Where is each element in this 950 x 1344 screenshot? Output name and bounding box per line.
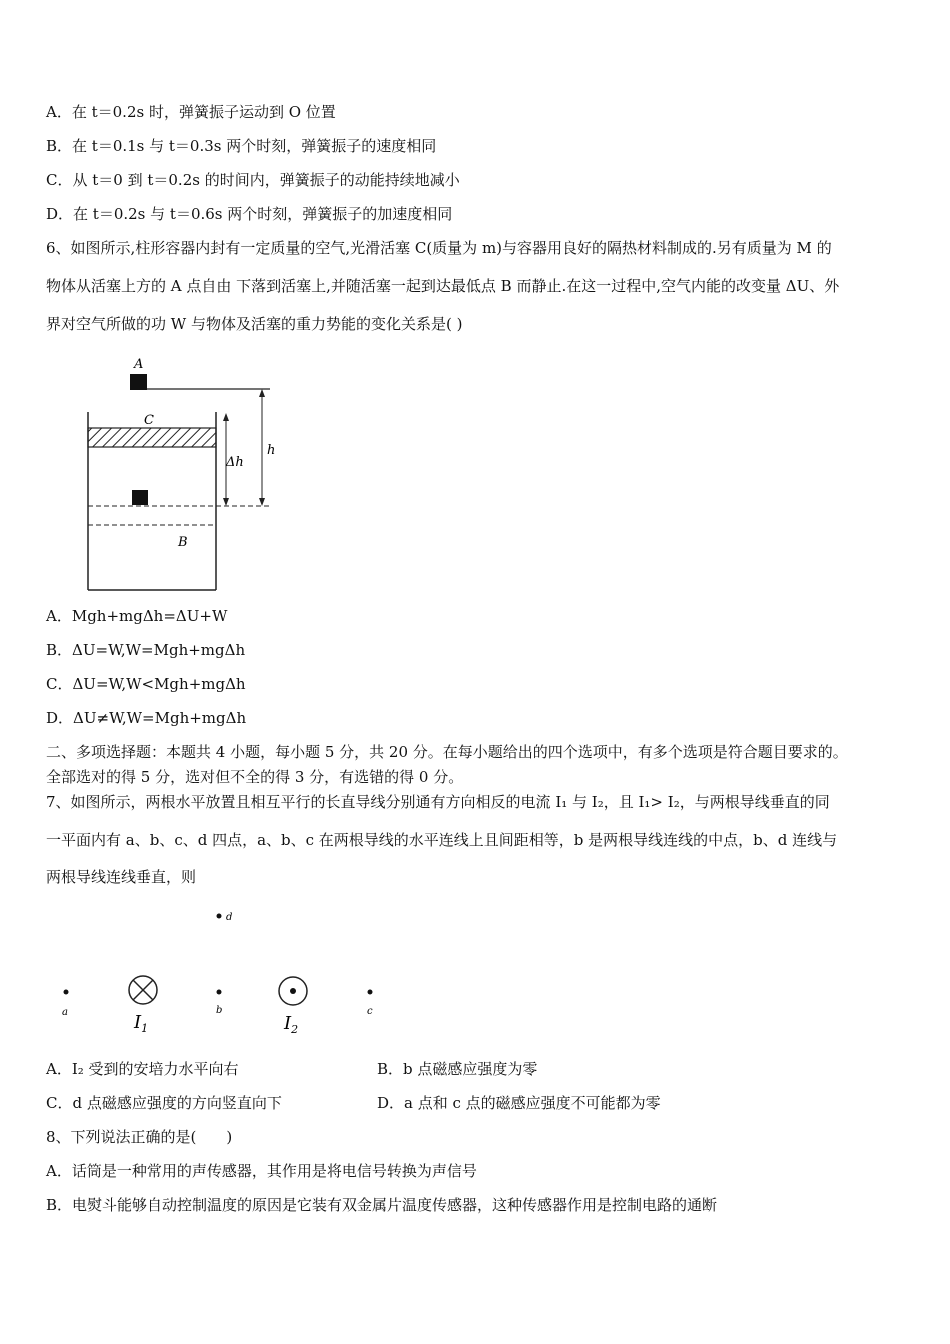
q6-option-b: B．ΔU=W,W=Mgh+mgΔh <box>46 641 246 659</box>
label-a: A <box>134 357 144 372</box>
q6-figure <box>80 350 280 595</box>
q8-stem: 8、下列说法正确的是( ) <box>46 1128 233 1146</box>
q7-option-c: C．d 点磁感应强度的方向竖直向下 <box>46 1094 282 1112</box>
q6-stem-line2: 物体从活塞上方的 A 点自由 下落到活塞上,并随活塞一起到达最低点 B 而静止.在这一过程中,空气内能的改变量 ΔU、外 <box>46 277 840 295</box>
point-d <box>217 914 222 919</box>
label-dh: Δh <box>226 455 244 470</box>
label-c: c <box>367 1006 373 1017</box>
label-c: C <box>144 413 154 428</box>
q7-option-a: A．I₂ 受到的安培力水平向右 <box>46 1060 239 1078</box>
q7-stem-line1: 7、如图所示，两根水平放置且相互平行的长直导线分别通有方向相反的电流 I₁ 与 I₂，且 I₁> I₂，与两根导线垂直的同 <box>46 793 830 811</box>
q6-stem-line1: 6、如图所示,柱形容器内封有一定质量的空气,光滑活塞 C(质量为 m)与容器用良好的隔热材料制成的.另有质量为 M 的 <box>46 239 832 257</box>
q7-stem-line2: 一平面内有 a、b、c、d 四点，a、b、c 在两根导线的水平连线上且间距相等，b 是两根导线连线的中点，b、d 连线与 <box>46 831 838 849</box>
piston-c <box>88 428 216 447</box>
q6-option-a: A．Mgh+mgΔh=ΔU+W <box>46 607 228 625</box>
q5-option-a: A．在 t＝0.2s 时，弹簧振子运动到 O 位置 <box>46 103 336 121</box>
label-b: B <box>178 535 188 550</box>
point-c <box>368 990 373 995</box>
q6-stem-line3: 界对空气所做的功 W 与物体及活塞的重力势能的变化关系是( ) <box>46 315 463 333</box>
q5-option-d: D．在 t＝0.2s 与 t＝0.6s 两个时刻，弹簧振子的加速度相同 <box>46 205 453 223</box>
label-a: a <box>62 1007 68 1018</box>
label-i2: $I_2$ <box>284 1013 299 1036</box>
point-b <box>217 990 222 995</box>
block-final <box>132 490 148 505</box>
label-h: h <box>267 443 276 458</box>
q8-option-a: A．话筒是一种常用的声传感器，其作用是将电信号转换为声信号 <box>46 1162 477 1180</box>
q5-option-b: B．在 t＝0.1s 与 t＝0.3s 两个时刻，弹簧振子的速度相同 <box>46 137 437 155</box>
label-d: d <box>226 912 233 923</box>
section2-line2: 全部选对的得 5 分，选对但不全的得 3 分，有选错的得 0 分。 <box>46 768 464 786</box>
point-a <box>64 990 69 995</box>
label-b: b <box>216 1005 223 1016</box>
q6-option-c: C．ΔU=W,W<Mgh+mgΔh <box>46 675 246 693</box>
q7-stem-line3: 两根导线连线垂直，则 <box>46 868 197 886</box>
q6-option-d: D．ΔU≠W,W=Mgh+mgΔh <box>46 709 247 727</box>
q8-option-b: B．电熨斗能够自动控制温度的原因是它装有双金属片温度传感器，这种传感器作用是控制电路的通断 <box>46 1196 718 1214</box>
q7-figure <box>50 900 390 1040</box>
section2-line1: 二、多项选择题：本题共 4 小题，每小题 5 分，共 20 分。在每小题给出的四个选项中，有多个选项是符合题目要求的。 <box>46 743 848 761</box>
block-a <box>130 374 147 390</box>
q7-option-d: D．a 点和 c 点的磁感应强度不可能都为零 <box>377 1094 661 1112</box>
q5-option-c: C．从 t＝0 到 t＝0.2s 的时间内，弹簧振子的动能持续地减小 <box>46 171 460 189</box>
label-i1: $I_1$ <box>134 1012 149 1035</box>
q7-option-b: B．b 点磁感应强度为零 <box>377 1060 538 1078</box>
